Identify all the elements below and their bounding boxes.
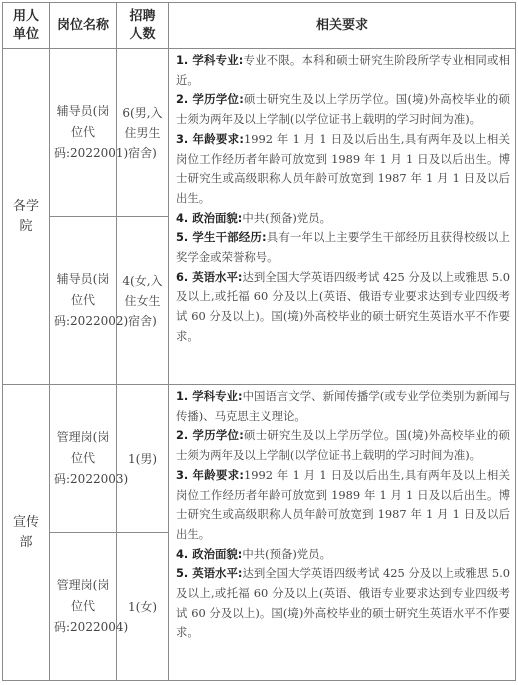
- requirement-item: 2. 学历学位:硕士研究生及以上学历学位。国(境)外高校毕业的硕士须为两年及以上学制(以学位证书上载明的学习时间为准)。: [176, 92, 510, 127]
- recruitment-table: [2, 2, 516, 681]
- requirements-cell: [169, 49, 516, 385]
- requirement-item: 5. 学生干部经历:具有一年以上主要学生干部经历且获得校级以上奖学金或荣誉称号。: [176, 230, 510, 265]
- unit-cell: 宣传部: [3, 385, 50, 681]
- position-cell: 辅导员(岗位代码:2022001): [50, 49, 117, 217]
- header-unit: 用人单位: [3, 3, 50, 49]
- requirement-item: 4. 政治面貌:中共(预备)党员。: [176, 546, 331, 561]
- position-cell: 辅导员(岗位代码:2022002): [50, 217, 117, 385]
- requirement-item: 2. 学历学位:硕士研究生及以上学历学位。国(境)外高校毕业的硕士须为两年及以上学制(以学位证书上载明的学习时间为准)。: [176, 428, 510, 463]
- table-row: [3, 49, 516, 217]
- position-cell: 管理岗(岗位代码:2022004): [50, 533, 117, 681]
- requirement-item: 1. 学科专业:中国语言文学、新闻传播学(或专业学位类别为新闻与传播)、马克思主义理论。: [176, 389, 510, 423]
- count-cell: 1(男): [117, 385, 169, 533]
- requirement-item: 4. 政治面貌:中共(预备)党员。: [176, 210, 331, 225]
- count-cell: 1(女): [117, 533, 169, 681]
- count-cell: 6(男,入住男生宿舍): [117, 49, 169, 217]
- requirement-item: 1. 学科专业:专业不限。本科和硕士研究生阶段所学专业相同或相近。: [176, 53, 510, 87]
- table-row: [3, 385, 516, 533]
- requirement-item: 3. 年龄要求:1992 年 1 月 1 日及以后出生,具有两年及以上相关岗位工作经历者年龄可放宽到 1989 年 1 月 1 日及以后出生。博士研究生或高级职称人员年龄可放宽到 1987 年 1 月 1 日及以后出生。: [176, 131, 510, 205]
- requirement-item: 3. 年龄要求:1992 年 1 月 1 日及以后出生,具有两年及以上相关岗位工作经历者年龄可放宽到 1989 年 1 月 1 日及以后出生。博士研究生或高级职称人员年龄可放宽到 1987 年 1 月 1 日及以后出生。: [176, 467, 510, 541]
- header-position: 岗位名称: [50, 3, 117, 49]
- header-requirements: 相关要求: [169, 3, 516, 49]
- count-cell: 4(女,入住女生宿舍): [117, 217, 169, 385]
- requirements-cell: [169, 385, 516, 681]
- header-count: 招聘人数: [117, 3, 169, 49]
- header-row: [3, 3, 516, 49]
- requirement-item: 6. 英语水平:达到全国大学英语四级考试 425 分及以上或雅思 5.0 及以上,或托福 60 分及以上(英语、俄语专业要求达到专业四级考试 60 分及以上)。国(境)外高校毕业的硕士研究生英语水平不作要求。: [176, 269, 510, 343]
- position-cell: 管理岗(岗位代码:2022003): [50, 385, 117, 533]
- unit-cell: 各学院: [3, 49, 50, 385]
- requirement-item: 5. 英语水平:达到全国大学英语四级考试 425 分及以上或雅思 5.0 及以上,或托福 60 分及以上(英语、俄语专业要求达到专业四级考试 60 分及以上)。国(境)外高校毕业的硕士研究生英语水平不作要求。: [176, 566, 510, 640]
